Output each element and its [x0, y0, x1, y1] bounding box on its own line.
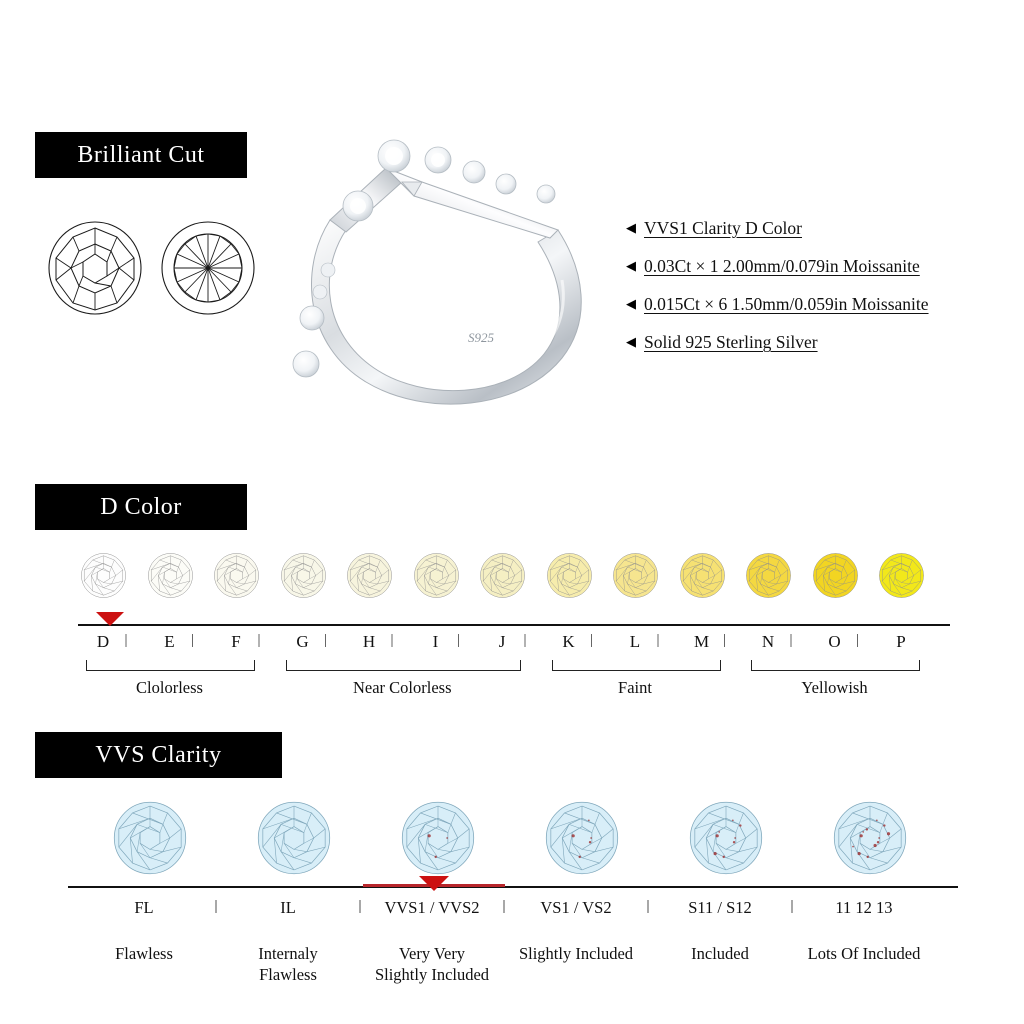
color-group-bracket: [552, 660, 721, 671]
diamond-pavilion-view-icon: [158, 218, 258, 323]
color-grade-label: P: [896, 632, 906, 651]
clarity-grade-stone: [112, 800, 188, 876]
color-grade-stone: [479, 552, 526, 599]
clarity-grade-label: VVS1 / VVS2: [384, 898, 480, 917]
clarity-grade-separator: |: [790, 898, 794, 914]
color-grade-label: M: [693, 632, 710, 651]
clarity-grade-description: Included: [691, 944, 749, 963]
spec-row: [626, 294, 1016, 315]
color-grade-label: D: [96, 632, 110, 651]
color-group-bracket: [86, 660, 255, 671]
color-grade-separator: |: [589, 632, 593, 648]
color-grade-stone: [413, 552, 460, 599]
clarity-selected-marker: [419, 876, 449, 891]
color-grade-label: E: [164, 632, 175, 651]
color-grade-separator: |: [323, 632, 327, 648]
clarity-scale-axis: [68, 886, 958, 888]
arrow-left-icon: ◀: [626, 220, 636, 235]
color-grade-stone: [80, 552, 127, 599]
color-grade-label: J: [498, 632, 506, 651]
color-group-label: Yellowish: [801, 678, 868, 697]
color-group-label: Near Colorless: [352, 678, 452, 697]
clarity-grade-label: IL: [280, 898, 296, 917]
color-grade-stone: [878, 552, 925, 599]
color-group-bracket: [751, 660, 920, 671]
arrow-left-icon: ◀: [626, 296, 636, 311]
clarity-grade-description: Flawless: [115, 944, 173, 963]
color-grade-separator: |: [855, 632, 859, 648]
color-grade-label: F: [231, 632, 241, 651]
ring-stamp-text: S925: [468, 330, 494, 345]
clarity-grade-label: FL: [134, 898, 154, 917]
clarity-grade-stone: [544, 800, 620, 876]
clarity-grade-separator: |: [214, 898, 218, 914]
color-grade-separator: |: [124, 632, 128, 648]
clarity-grade-description: Internaly Flawless: [258, 944, 318, 984]
clarity-grade-stone: [832, 800, 908, 876]
section-label-brilliant-cut: Brilliant Cut: [35, 132, 247, 178]
spec-row: [626, 332, 1016, 353]
color-grade-label: N: [761, 632, 775, 651]
spec-text: VVS1 Clarity D Color: [644, 218, 802, 238]
color-scale-axis: [78, 624, 950, 626]
color-grade-stone: [612, 552, 659, 599]
ring-product-photo: [262, 110, 622, 430]
color-group-label: Faint: [618, 678, 652, 697]
color-grade-separator: |: [390, 632, 394, 648]
clarity-grade-separator: |: [358, 898, 362, 914]
color-grade-label: L: [629, 632, 641, 651]
clarity-grade-label: S11 / S12: [688, 898, 752, 917]
color-grade-separator: |: [656, 632, 660, 648]
color-group-bracket: [286, 660, 522, 671]
diamond-top-view-icon: [45, 218, 145, 323]
color-grade-separator: |: [789, 632, 793, 648]
clarity-grade-separator: |: [646, 898, 650, 914]
spec-row: [626, 218, 1016, 239]
color-grade-separator: |: [523, 632, 527, 648]
arrow-left-icon: ◀: [626, 334, 636, 349]
color-selected-marker: [96, 612, 124, 626]
color-grade-separator: |: [722, 632, 726, 648]
clarity-grade-description: Slightly Included: [518, 944, 634, 963]
color-grade-stone: [213, 552, 260, 599]
color-grade-stone: [147, 552, 194, 599]
color-grade-stone: [745, 552, 792, 599]
clarity-grade-stone: [256, 800, 332, 876]
spec-row: [626, 256, 1016, 277]
color-group-label: Clolorless: [136, 678, 203, 697]
spec-list: [626, 218, 1016, 370]
color-grade-label: I: [432, 632, 439, 651]
color-grade-stone: [280, 552, 327, 599]
color-grade-stone: [546, 552, 593, 599]
color-grade-separator: |: [257, 632, 261, 648]
color-grade-stone: [812, 552, 859, 599]
color-grade-label: H: [362, 632, 376, 651]
clarity-grade-description: Lots Of Included: [807, 944, 921, 963]
spec-text: 0.03Ct × 1 2.00mm/0.079in Moissanite: [644, 256, 920, 276]
clarity-grade-stone: [400, 800, 476, 876]
color-grade-separator: |: [190, 632, 194, 648]
clarity-grade-label: VS1 / VS2: [540, 898, 612, 917]
color-grade-label: G: [296, 632, 309, 651]
color-grade-label: K: [562, 632, 575, 651]
spec-text: 0.015Ct × 6 1.50mm/0.059in Moissanite: [644, 294, 929, 314]
color-grade-label: O: [828, 632, 841, 651]
clarity-scale-stones: [100, 800, 960, 876]
section-label-d-color: D Color: [35, 484, 247, 530]
color-grade-stone: [346, 552, 393, 599]
color-scale-stones: [80, 552, 950, 608]
arrow-left-icon: ◀: [626, 258, 636, 273]
section-label-vvs-clarity: VVS Clarity: [35, 732, 282, 778]
clarity-grade-label: 11 12 13: [835, 898, 893, 917]
color-grade-stone: [679, 552, 726, 599]
clarity-grade-separator: |: [502, 898, 506, 914]
clarity-grade-description: Very Very Slightly Included: [374, 944, 490, 984]
clarity-grade-stone: [688, 800, 764, 876]
spec-text: Solid 925 Sterling Silver: [644, 332, 818, 352]
color-grade-separator: |: [456, 632, 460, 648]
